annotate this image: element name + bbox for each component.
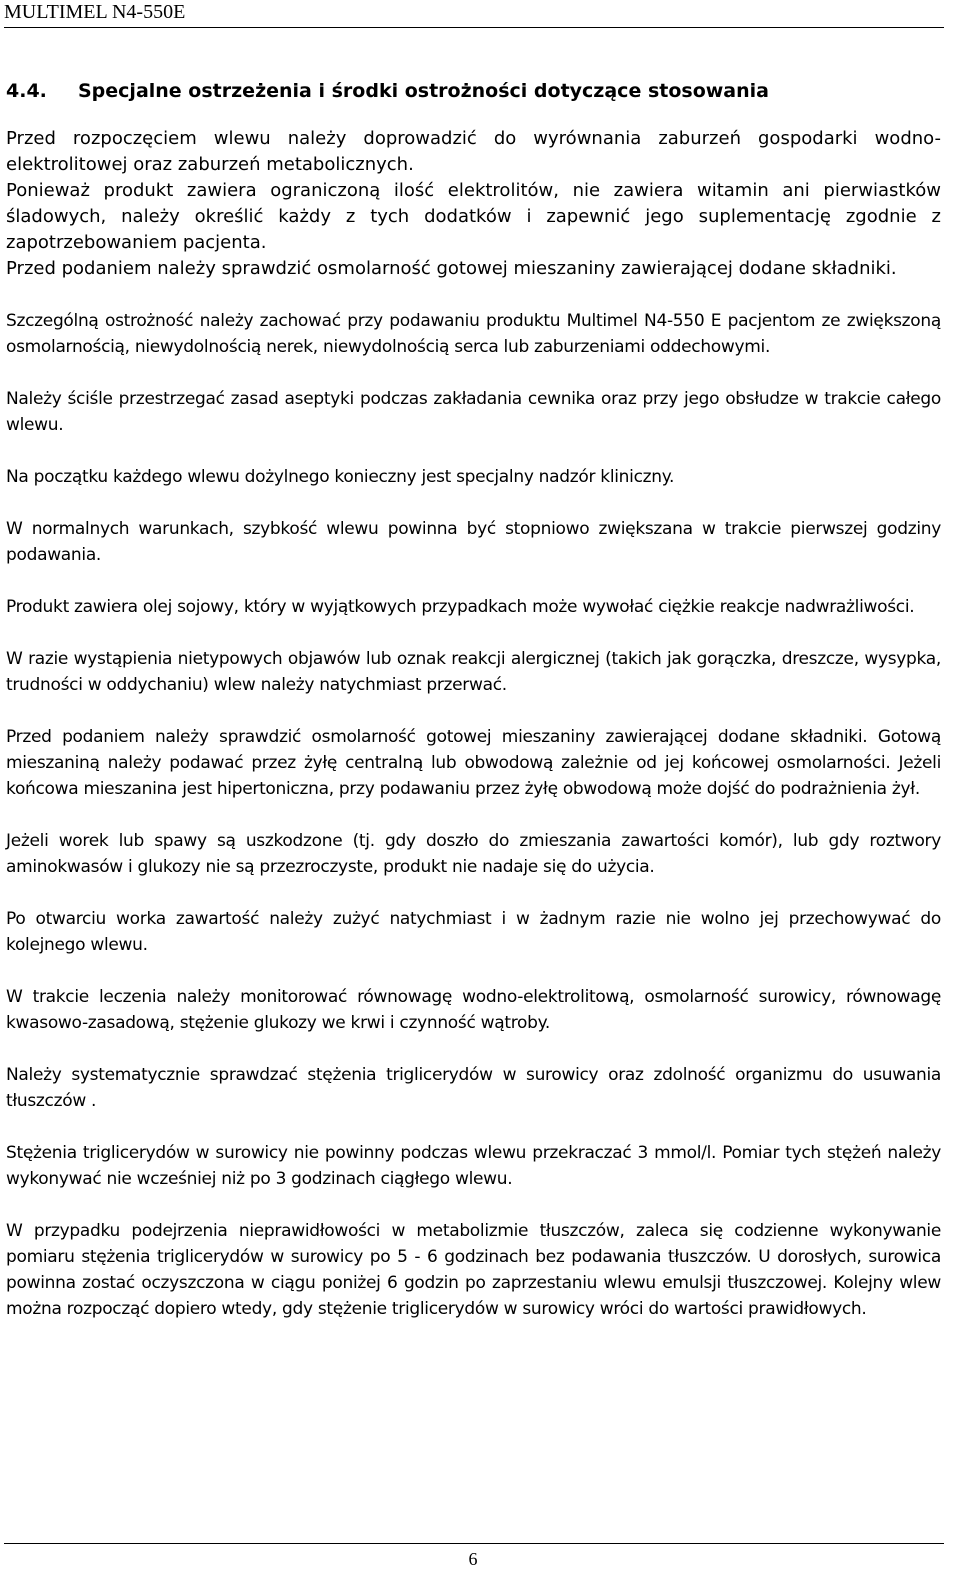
footer-rule (4, 1543, 944, 1544)
running-header: MULTIMEL N4-550E (4, 1, 186, 23)
paragraph: Na początku każdego wlewu dożylnego konieczny jest specjalny nadzór kliniczny. (6, 467, 675, 487)
header-rule (4, 27, 944, 28)
document-body (6, 78, 941, 1322)
paragraph: Po otwarciu worka zawartość należy zużyć natychmiast i w żadnym razie nie wolno jej przechowywać do kolejnego wlewu. (6, 909, 941, 955)
paragraph: Ponieważ produkt zawiera ograniczoną ilość elektrolitów, nie zawiera witamin ani pierwiastków śladowych, należy określić każdy z tych dodatków i zapewnić jego suplementację zgodnie z zapotrzebowaniem pacjenta. (6, 180, 941, 253)
paragraph: W przypadku podejrzenia nieprawidłowości w metabolizmie tłuszczów, zaleca się codzienne wykonywanie pomiaru stężenia triglicerydów w surowicy po 5 - 6 godzinach bez podawania tłuszczów. U dorosłych, surowica powinna zostać oczyszczona w ciągu poniżej 6 godzin po zaprzestaniu wlewu emulsji tłuszczowej. Kolejny wlew można rozpocząć dopiero wtedy, gdy stężenie triglicerydów w surowicy wróci do wartości prawidłowych. (6, 1221, 941, 1319)
section-heading (6, 78, 941, 104)
paragraph: Szczególną ostrożność należy zachować przy podawaniu produktu Multimel N4-550 E pacjentom ze zwiększoną osmolarnością, niewydolnością nerek, niewydolnością serca lub zaburzeniami oddechowymi. (6, 311, 941, 357)
paragraph: Stężenia triglicerydów w surowicy nie powinny podczas wlewu przekraczać 3 mmol/l. Pomiar tych stężeń należy wykonywać nie wcześniej niż po 3 godzinach ciągłego wlewu. (6, 1143, 941, 1189)
paragraph: W normalnych warunkach, szybkość wlewu powinna być stopniowo zwiększana w trakcie pierwszej godziny podawania. (6, 519, 941, 565)
paragraph: Produkt zawiera olej sojowy, który w wyjątkowych przypadkach może wywołać ciężkie reakcje nadwrażliwości. (6, 597, 915, 617)
section-number: 4.4. (6, 80, 47, 102)
paragraph: Należy ściśle przestrzegać zasad aseptyki podczas zakładania cewnika oraz przy jego obsłudze w trakcie całego wlewu. (6, 389, 941, 435)
page-number: 6 (468, 1549, 478, 1569)
paragraph: Przed podaniem należy sprawdzić osmolarność gotowej mieszaniny zawierającej dodane składniki. Gotową mieszaniną należy podawać przez żyłę centralną lub obwodową zależnie od jej końcowej osmolarności. Jeżeli końcowa mieszanina jest hipertoniczna, przy podawaniu przez żyłę obwodową może dojść do podrażnienia żył. (6, 727, 941, 799)
paragraph: Należy systematycznie sprawdzać stężenia triglicerydów w surowicy oraz zdolność organizmu do usuwania tłuszczów . (6, 1065, 941, 1111)
section-title: Specjalne ostrzeżenia i środki ostrożności dotyczące stosowania (78, 80, 769, 102)
paragraph: Przed rozpoczęciem wlewu należy doprowadzić do wyrównania zaburzeń gospodarki wodno-elektrolitowej oraz zaburzeń metabolicznych. (6, 128, 941, 175)
paragraph: Jeżeli worek lub spawy są uszkodzone (tj. gdy doszło do zmieszania zawartości komór), lub gdy roztwory aminokwasów i glukozy nie są przezroczyste, produkt nie nadaje się do użycia. (6, 831, 941, 877)
paragraph: W razie wystąpienia nietypowych objawów lub oznak reakcji alergicznej (takich jak gorączka, dreszcze, wysypka, trudności w oddychaniu) wlew należy natychmiast przerwać. (6, 649, 941, 695)
paragraph: W trakcie leczenia należy monitorować równowagę wodno-elektrolitową, osmolarność surowicy, równowagę kwasowo-zasadową, stężenie glukozy we krwi i czynność wątroby. (6, 987, 941, 1033)
paragraph: Przed podaniem należy sprawdzić osmolarność gotowej mieszaniny zawierającej dodane składniki. (6, 258, 897, 279)
